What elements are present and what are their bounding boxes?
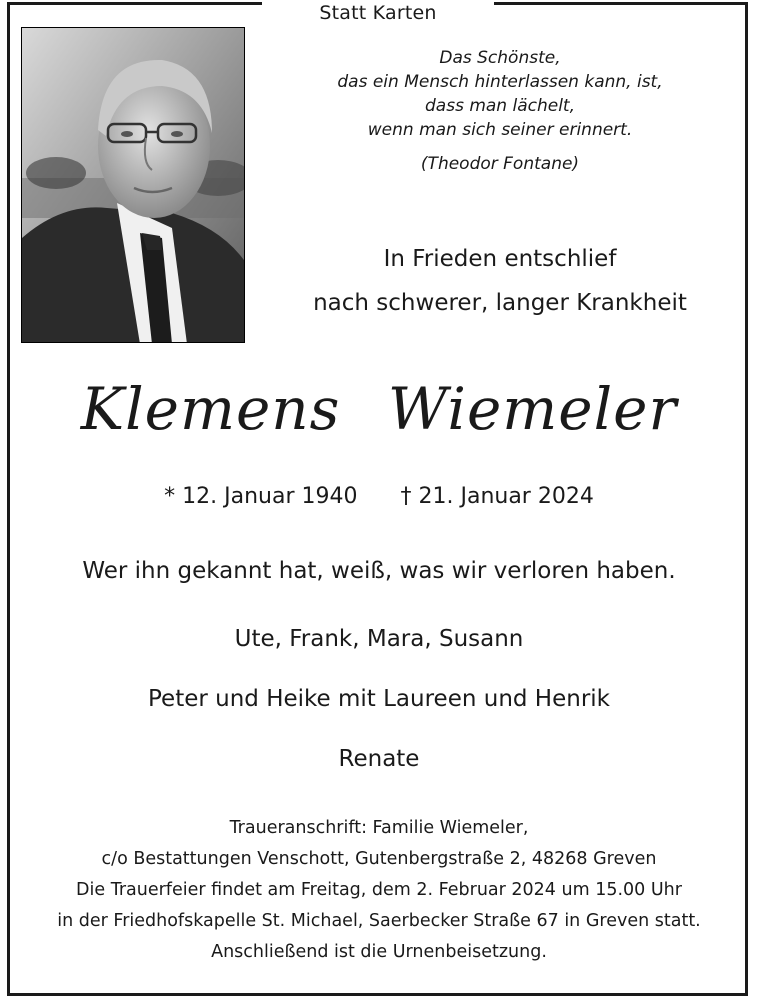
quote-line: Das Schönste,	[439, 48, 561, 68]
quote-line: dass man lächelt,	[425, 96, 575, 116]
intro-line: In Frieden entschlief	[383, 246, 617, 272]
birth-date: * 12. Januar 1940	[164, 484, 358, 509]
notice-line: Anschließend ist die Urnenbeisetzung.	[211, 942, 547, 962]
quote-line: wenn man sich seiner erinnert.	[367, 120, 633, 140]
quote-source: (Theodor Fontane)	[420, 154, 580, 174]
quote-block	[270, 46, 730, 176]
intro-line: nach schwerer, langer Krankheit	[313, 290, 687, 316]
motto-text: Wer ihn gekannt hat, weiß, was wir verloren haben.	[82, 558, 676, 584]
notice-line: Traueranschrift: Familie Wiemeler,	[229, 818, 529, 838]
intro-text	[270, 237, 730, 325]
portrait-photo	[21, 27, 245, 343]
life-dates	[0, 484, 758, 509]
deceased-name: Klemens Wiemeler	[80, 375, 678, 443]
mourners-list	[0, 622, 758, 802]
notice-line: c/o Bestattungen Venschott, Gutenbergstraße 2, 48268 Greven	[101, 849, 657, 869]
funeral-notice	[0, 813, 758, 968]
portrait-photo-image	[22, 28, 245, 343]
mourner-line: Peter und Heike mit Laureen und Henrik	[148, 686, 610, 712]
quote-line: das ein Mensch hinterlassen kann, ist,	[337, 72, 663, 92]
notice-line: Die Trauerfeier findet am Freitag, dem 2. Februar 2024 um 15.00 Uhr	[76, 880, 682, 900]
mourner-line: Renate	[338, 746, 420, 772]
mourner-line: Ute, Frank, Mara, Susann	[234, 626, 524, 652]
header-label: Statt Karten	[319, 2, 437, 24]
notice-line: in der Friedhofskapelle St. Michael, Saerbecker Straße 67 in Greven statt.	[57, 911, 701, 931]
death-date: † 21. Januar 2024	[400, 484, 594, 509]
